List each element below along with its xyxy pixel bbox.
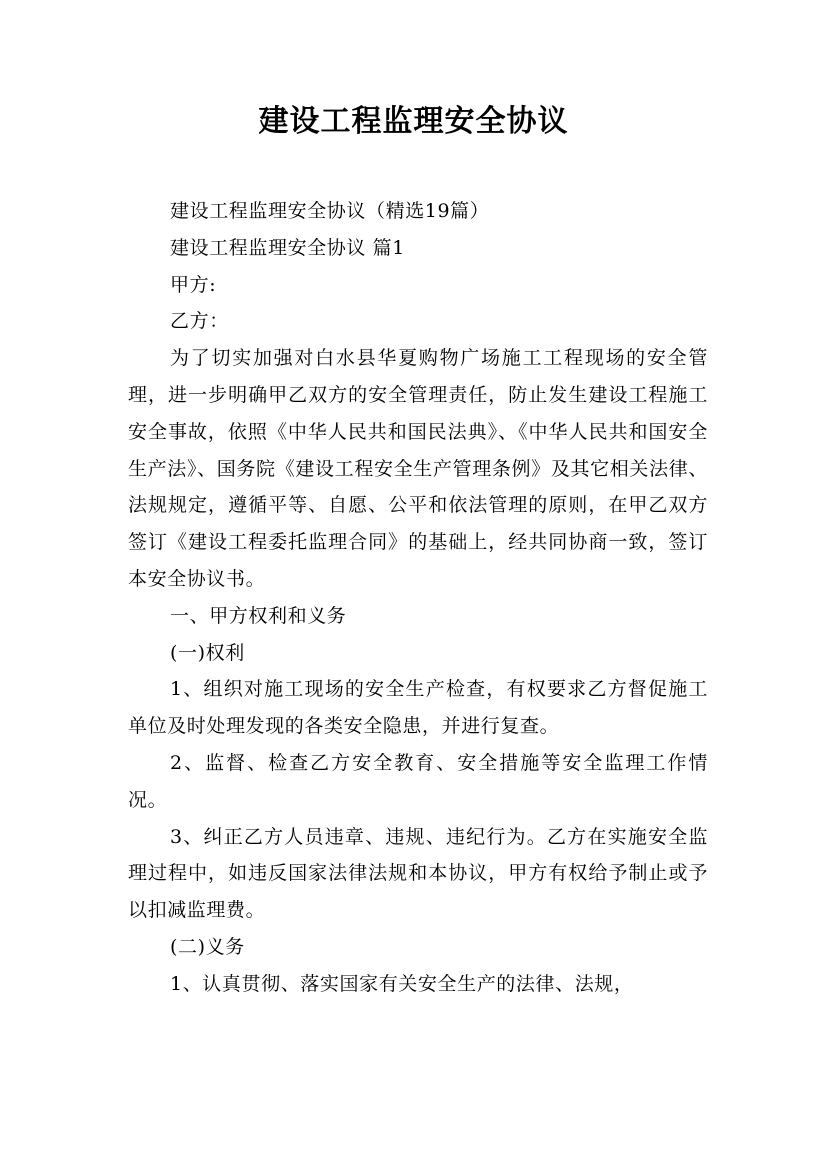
paragraph-right-3: 3、纠正乙方人员违章、违规、违纪行为。乙方在实施安全监理过程中，如违反国家法律法规和本协议，甲方有权给予制止或予以扣减监理费。 (128, 825, 708, 922)
paragraph-party-a: 甲方: (170, 273, 217, 296)
paragraph-preamble: 为了切实加强对白水县华夏购物广场施工工程现场的安全管理，进一步明确甲乙双方的安全管理责任，防止发生建设工程施工安全事故，依照《中华人民共和国民法典》、《中华人民共和国安全生产法》、国务院《建设工程安全生产管理条例》及其它相关法律、法规规定，遵循平等、自愿、公平和依法管理的原则，在甲乙双方签订《建设工程委托监理合同》的基础上，经共同协商一致，签订本安全协议书。 (128, 347, 708, 590)
paragraph-subtitle: 建设工程监理安全协议（精选19篇） (170, 200, 490, 222)
paragraph-party-b: 乙方： (170, 310, 229, 333)
paragraph-heading-rights: (一)权利 (170, 641, 245, 664)
paragraph-heading-duties: (二)义务 (170, 935, 245, 958)
paragraph-right-1: 1、组织对施工现场的安全生产检查，有权要求乙方督促施工单位及时处理发现的各类安全隐患，并进行复查。 (128, 678, 708, 738)
paragraph-right-2: 2、监督、检查乙方安全教育、安全措施等安全监理工作情况。 (128, 751, 708, 811)
document-body (128, 193, 708, 1003)
paragraph-duty-1: 1、认真贯彻、落实国家有关安全生产的法律、法规， (170, 972, 634, 995)
paragraph-heading-party-a-rights-duties: 一、甲方权利和义务 (170, 604, 347, 627)
paragraph-section-heading: 建设工程监理安全协议 篇1 (170, 236, 405, 259)
document-title: 建设工程监理安全协议 (258, 104, 569, 139)
